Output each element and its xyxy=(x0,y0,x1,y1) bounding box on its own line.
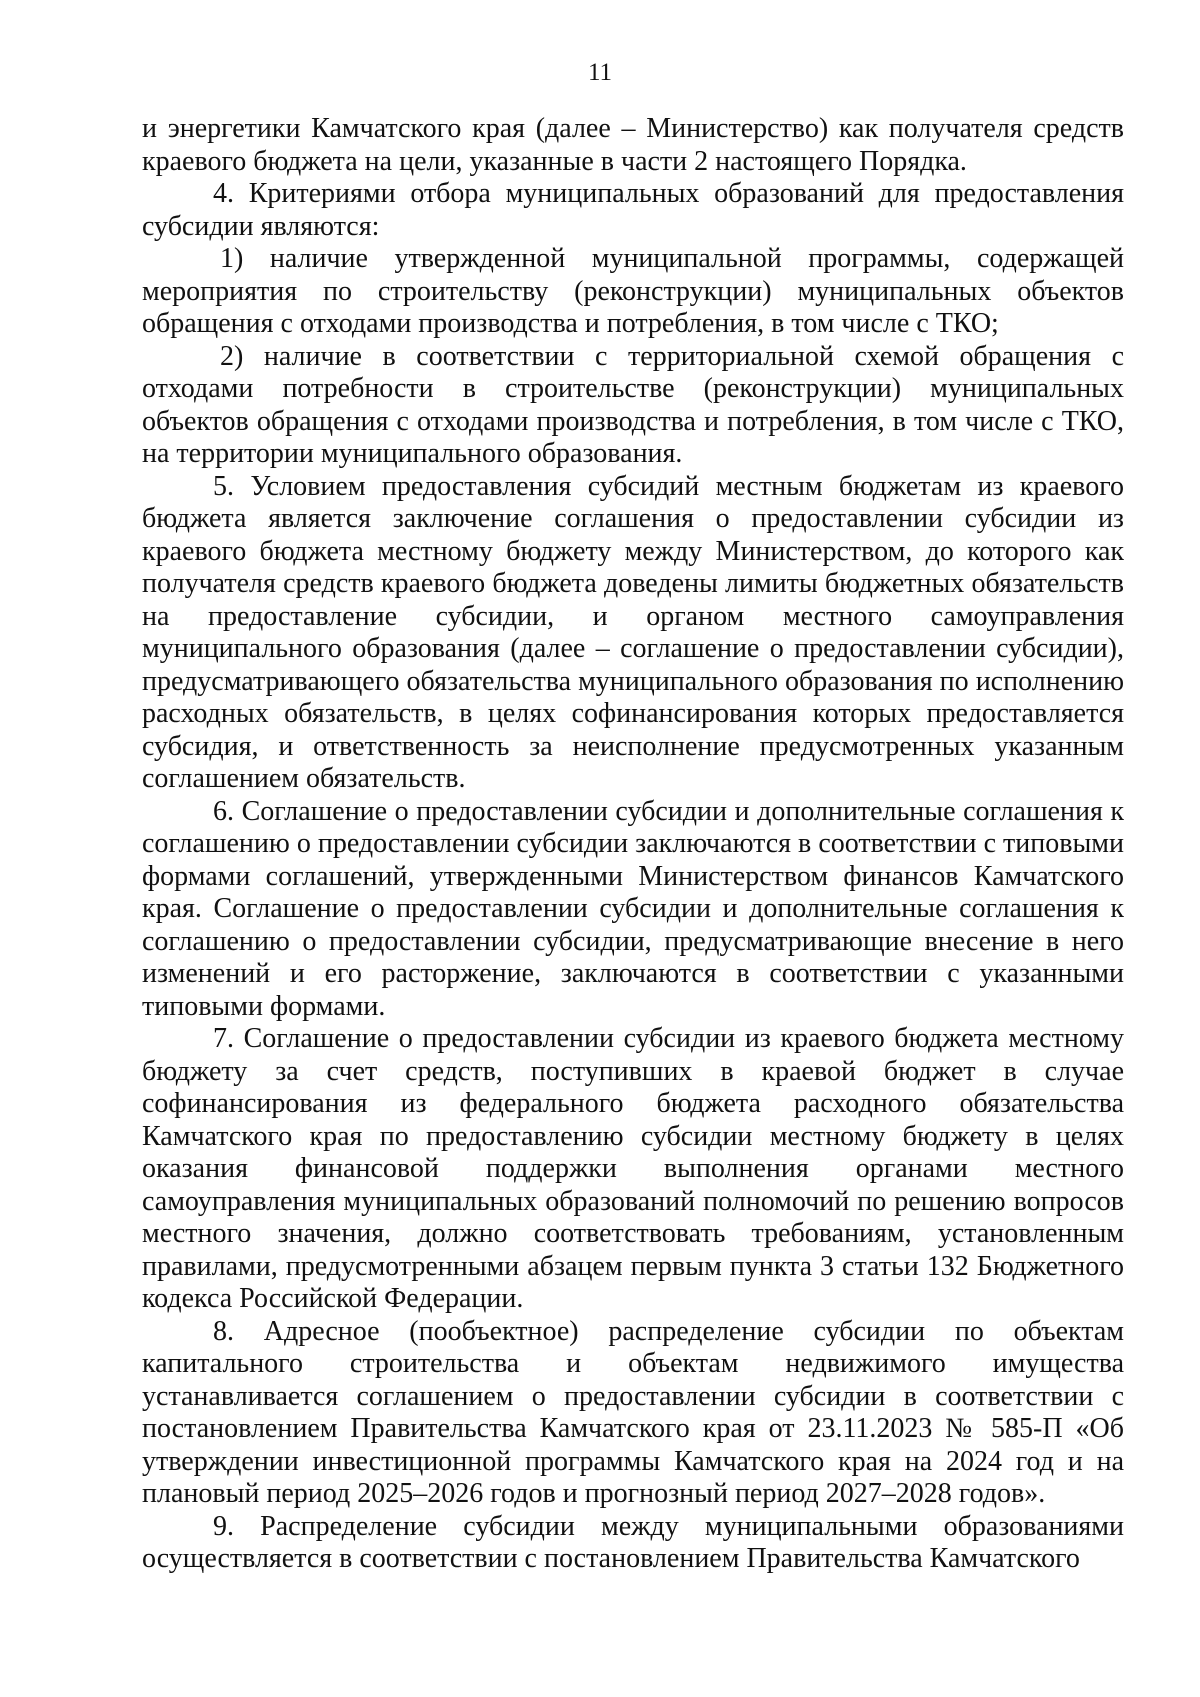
paragraph-subitem-2: 2) наличие в соответствии с территориальной схемой обращения с отходами потребности в строительстве (реконструкции) муниципальных объектов обращения с отходами производства и потребления, в том числе с ТКО, на территории муниципального образования. xyxy=(142,340,1124,469)
paragraph-item-4: 4. Критериями отбора муниципальных образований для предоставления субсидии являются: xyxy=(142,178,1124,242)
paragraph-item-7: 7. Соглашение о предоставлении субсидии из краевого бюджета местному бюджету за счет средств, поступивших в краевой бюджет в случае софинансирования из федерального бюджета расходного обязательства Камчатского края по предоставлению субсидии местному бюджету в целях оказания финансовой поддержки выполнения органами местного самоуправления муниципальных образований полномочий по решению вопросов местного значения, должно соответствовать требованиям, установленным правилами, предусмотренными абзацем первым пункта 3 статьи 132 Бюджетного кодекса Российской Федерации. xyxy=(142,1023,1124,1314)
paragraph-subitem-1: 1) наличие утвержденной муниципальной программы, содержащей мероприятия по строительству (реконструкции) муниципальных объектов обращения с отходами производства и потребления, в том числе с ТКО; xyxy=(142,243,1124,339)
page-number: 11 xyxy=(587,59,613,86)
document-body xyxy=(142,113,1124,1576)
paragraph-continuation: и энергетики Камчатского края (далее – Министерство) как получателя средств краевого бюджета на цели, указанные в части 2 настоящего Порядка. xyxy=(142,113,1124,177)
paragraph-item-9: 9. Распределение субсидии между муниципальными образованиями осуществляется в соответствии с постановлением Правительства Камчатского xyxy=(142,1510,1124,1574)
paragraph-item-5: 5. Условием предоставления субсидий местным бюджетам из краевого бюджета является заключение соглашения о предоставлении субсидии из краевого бюджета местному бюджету между Министерством, до которого как получателя средств краевого бюджета доведены лимиты бюджетных обязательств на предоставление субсидии, и органом местного самоуправления муниципального образования (далее – соглашение о предоставлении субсидии), предусматривающего обязательства муниципального образования по исполнению расходных обязательств, в целях софинансирования которых предоставляется субсидия, и ответственность за неисполнение предусмотренных указанным соглашением обязательств. xyxy=(142,470,1124,794)
paragraph-item-8: 8. Адресное (пообъектное) распределение субсидии по объектам капитального строительства и объектам недвижимого имущества устанавливается соглашением о предоставлении субсидии в соответствии с постановлением Правительства Камчатского края от 23.11.2023 № 585-П «Об утверждении инвестиционной программы Камчатского края на 2024 год и на плановый период 2025–2026 годов и прогнозный период 2027–2028 годов». xyxy=(142,1315,1124,1509)
paragraph-item-6: 6. Соглашение о предоставлении субсидии и дополнительные соглашения к соглашению о предоставлении субсидии заключаются в соответствии с типовыми формами соглашений, утвержденными Министерством финансов Камчатского края. Соглашение о предоставлении субсидии и дополнительные соглашения к соглашению о предоставлении субсидии, предусматривающие внесение в него изменений и его расторжение, заключаются в соответствии с указанными типовыми формами. xyxy=(142,795,1124,1022)
